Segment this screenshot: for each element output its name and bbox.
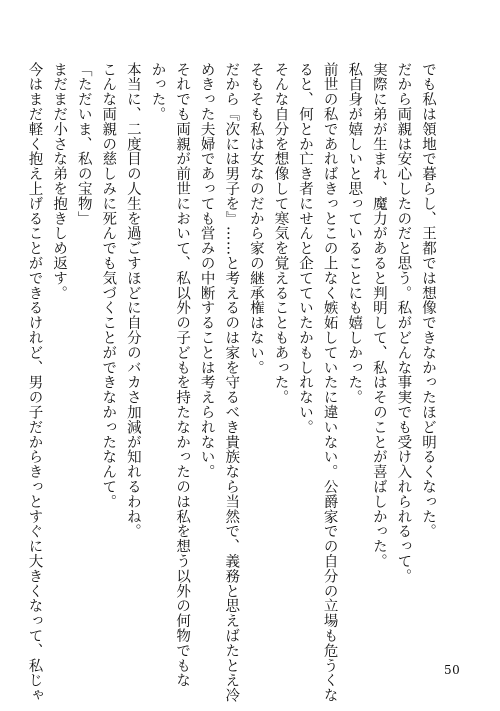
- text-line: まだまだ小さな弟を抱きしめ返す。: [51, 62, 68, 301]
- text-line: 前世の私であればきっとこの上なく嫉妬していたに違いない。公爵家での自分の立場も危うくな: [321, 62, 338, 703]
- text-line: それでも両親が前世において、私以外の子どもを持たなかったのは私を想う以外の何物でもな: [174, 62, 191, 688]
- text-line: そんな自分を想像して寒気を覚えることもあった。: [272, 62, 289, 405]
- page-number: 50: [444, 663, 461, 677]
- text-line: そもそも私は女なのだから家の継承権はない。: [247, 62, 264, 375]
- text-line: だから『次には男子を』……と考えるのは家を守るべき貴族なら当然で、義務と思えばたとえ冷: [223, 62, 240, 703]
- text-line: 「ただいま、私の宝物」: [75, 62, 92, 226]
- text-line: かった。: [149, 62, 166, 122]
- text-line: でも私は領地で暮らし、王都では想像できなかったほど明るくなった。: [420, 62, 436, 539]
- text-line: 今はまだ軽く抱え上げることができるけれど、男の子だからきっとすぐに大きくなって、私じゃ: [26, 62, 43, 703]
- text-line: だから両親は安心したのだと思う。私がどんな事実でも受け入れられるって。: [395, 62, 412, 584]
- text-line: 本当に、二度目の人生を過ごすほどに自分のバカさ加減が知れるわね。: [124, 62, 141, 539]
- text-line: めきった夫婦であっても営みの中断することは考えられない。: [198, 62, 215, 480]
- vertical-text-body: [22, 62, 440, 703]
- text-line: 実際に弟が生まれ、魔力があると判明して、私はそのことが喜ばしかった。: [370, 62, 387, 569]
- text-line: こんな両親の慈しみに死んでも気づくことができなかったなんて。: [100, 62, 117, 509]
- text-line: 私自身が嬉しいと思っていることにも嬉しかった。: [346, 62, 363, 405]
- text-line: ると、何とか亡き者にせんと企てていたかもしれない。: [297, 62, 314, 435]
